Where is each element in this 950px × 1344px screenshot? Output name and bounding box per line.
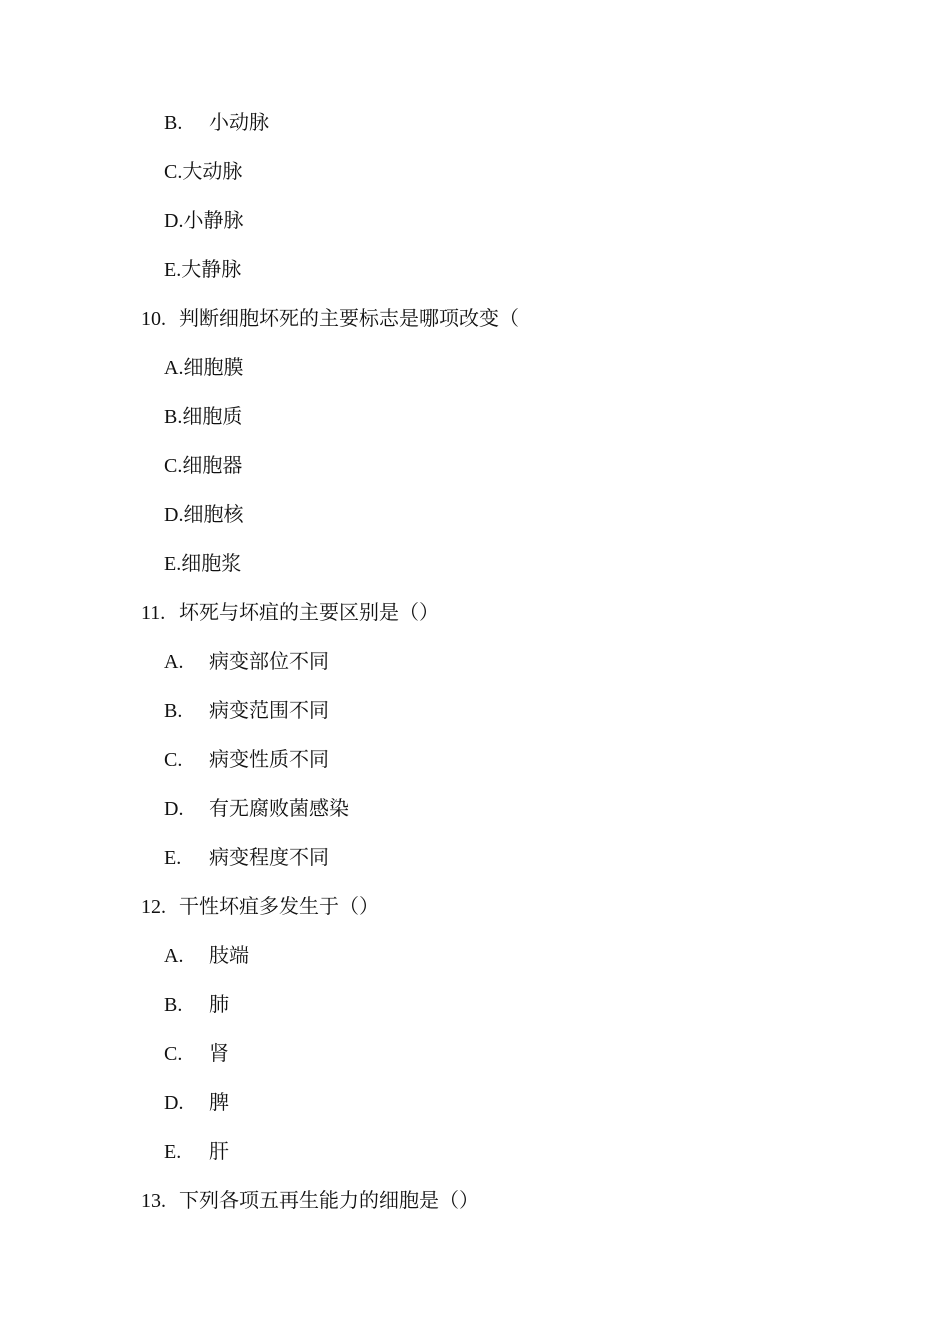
option-label: B.: [164, 700, 183, 722]
question-number: 13.: [141, 1190, 166, 1212]
option-text: 细胞质: [182, 406, 243, 428]
option-label: E.: [164, 847, 182, 869]
option-text: 病变程度不同: [209, 847, 329, 869]
option-text: 病变范围不同: [209, 700, 329, 722]
question-number: 11.: [141, 602, 166, 624]
question-number: 10.: [141, 308, 166, 330]
option-text: 细胞浆: [181, 553, 242, 575]
option-line: [164, 355, 243, 381]
option-line: [164, 1139, 229, 1165]
option-text: 细胞器: [182, 455, 243, 477]
option-text: 肝: [209, 1141, 229, 1163]
option-line: [164, 159, 242, 185]
option-label: E.: [164, 1141, 182, 1163]
option-line: [164, 796, 349, 822]
option-line: [164, 551, 241, 577]
option-label: D.: [164, 210, 184, 232]
option-line: [164, 502, 243, 528]
option-text: 细胞膜: [183, 357, 244, 379]
option-text: 大静脉: [181, 259, 242, 281]
question-line: [141, 306, 519, 332]
option-line: [164, 404, 242, 430]
option-label: A.: [164, 945, 184, 967]
option-text: 肾: [209, 1043, 229, 1065]
option-label: B.: [164, 994, 183, 1016]
option-line: [164, 992, 229, 1018]
option-text: 小动脉: [209, 112, 269, 134]
option-text: 小静脉: [183, 210, 244, 232]
option-line: [164, 747, 329, 773]
option-text: 肺: [209, 994, 229, 1016]
question-text: 判断细胞坏死的主要标志是哪项改变（: [179, 308, 519, 330]
question-text: 干性坏疽多发生于（）: [179, 896, 379, 918]
option-line: [164, 257, 241, 283]
question-line: [141, 1188, 479, 1214]
option-label: C.: [164, 1043, 183, 1065]
option-label: D.: [164, 504, 184, 526]
option-line: [164, 110, 269, 136]
option-line: [164, 1090, 229, 1116]
option-label: E.: [164, 553, 182, 575]
option-label: A.: [164, 357, 184, 379]
option-label: C.: [164, 161, 183, 183]
option-text: 肢端: [209, 945, 249, 967]
option-label: D.: [164, 1092, 184, 1114]
option-label: B.: [164, 406, 183, 428]
option-text: 细胞核: [183, 504, 244, 526]
option-line: [164, 649, 329, 675]
option-label: A.: [164, 651, 184, 673]
option-line: [164, 453, 242, 479]
option-text: 病变性质不同: [209, 749, 329, 771]
option-line: [164, 1041, 229, 1067]
option-label: D.: [164, 798, 184, 820]
option-line: [164, 208, 243, 234]
option-line: [164, 845, 329, 871]
option-text: 大动脉: [182, 161, 243, 183]
option-text: 脾: [209, 1092, 229, 1114]
question-line: [141, 600, 439, 626]
option-label: C.: [164, 455, 183, 477]
option-line: [164, 698, 329, 724]
option-label: C.: [164, 749, 183, 771]
option-label: B.: [164, 112, 183, 134]
option-text: 有无腐败菌感染: [209, 798, 349, 820]
option-label: E.: [164, 259, 182, 281]
question-number: 12.: [141, 896, 166, 918]
option-text: 病变部位不同: [209, 651, 329, 673]
option-line: [164, 943, 249, 969]
question-line: [141, 894, 379, 920]
question-text: 坏死与坏疽的主要区别是（）: [179, 602, 439, 624]
question-text: 下列各项五再生能力的细胞是（）: [179, 1190, 479, 1212]
